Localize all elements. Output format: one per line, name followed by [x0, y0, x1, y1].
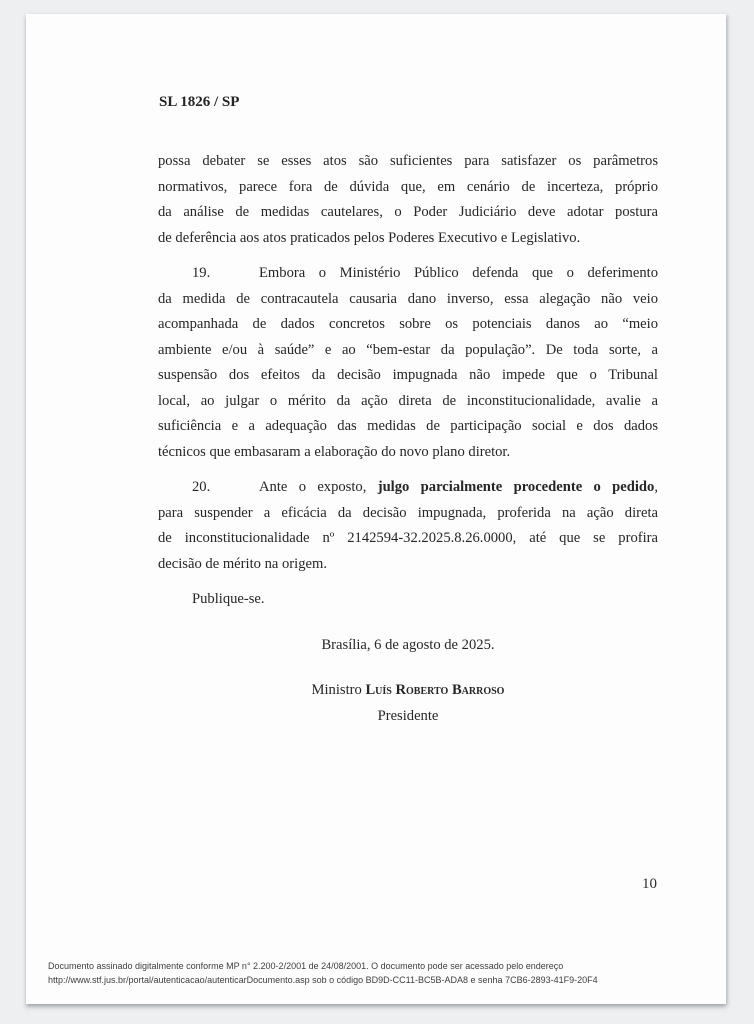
- text-line: acompanhada de dados concretos sobre os potenciais danos ao “meio: [158, 316, 658, 332]
- text-line: suficiência e a adequação das medidas de participação social e dos dados: [158, 418, 658, 434]
- footer-line: Documento assinado digitalmente conforme MP n° 2.200-2/2001 de 24/08/2001. O documento pode ser acessado pelo endereço: [48, 961, 564, 971]
- minister-prefix: Ministro: [311, 682, 366, 698]
- page-number: 10: [642, 876, 657, 892]
- document-page: [26, 14, 726, 1004]
- text-line: [158, 475, 658, 501]
- text-segment: ,: [654, 479, 658, 495]
- dateline: Brasília, 6 de agosto de 2025.: [321, 636, 495, 653]
- publish-order: Publique-se.: [192, 591, 265, 607]
- text-line: da medida de contracautela causaria dano inverso, essa alegação não veio: [158, 290, 658, 307]
- text-line: da análise de medidas cautelares, o Poder Judiciário deve adotar postura: [158, 204, 658, 220]
- digital-signature-footer: [48, 960, 688, 987]
- text-segment: Ante o exposto,: [259, 479, 378, 495]
- paragraph-number: 20.: [192, 479, 211, 495]
- text-line: possa debater se esses atos são suficientes para satisfazer os parâmetros: [158, 153, 658, 169]
- document-body: [158, 149, 658, 729]
- paragraph-19: [158, 261, 658, 465]
- text-line: suspensão dos efeitos da decisão impugnada não impede que o Tribunal: [158, 367, 658, 383]
- text-line: para suspender a eficácia da decisão impugnada, proferida na ação direta: [158, 504, 658, 521]
- text-line: local, ao julgar o mérito da ação direta de inconstitucionalidade, avalie a: [158, 392, 658, 409]
- ruling-bold-text: julgo parcialmente procedente o pedido: [377, 479, 655, 495]
- text-segment: Embora o Ministério Público defenda que o deferimento: [259, 265, 658, 281]
- text-line: de deferência aos atos praticados pelos Poderes Executivo e Legislativo.: [158, 229, 581, 246]
- paragraph-20: [158, 475, 658, 577]
- signature-line: [158, 678, 658, 704]
- text-line: [158, 261, 658, 287]
- paragraph-number: 19.: [192, 265, 211, 281]
- text-line: normativos, parece fora de dúvida que, em cenário de incerteza, próprio: [158, 178, 658, 195]
- paragraph-intro: [158, 149, 658, 251]
- minister-name: Luís Roberto Barroso: [365, 682, 505, 698]
- text-line: ambiente e/ou à saúde” e ao “bem-estar da população”. De toda sorte, a: [158, 341, 658, 358]
- text-line: de inconstitucionalidade nº 2142594-32.2025.8.26.0000, até que se profira: [158, 530, 658, 546]
- text-line: decisão de mérito na origem.: [158, 555, 327, 572]
- case-number-header: SL 1826 / SP: [159, 94, 240, 110]
- signature-role: Presidente: [377, 707, 439, 724]
- footer-line: http://www.stf.jus.br/portal/autenticacao/autenticarDocumento.asp sob o código BD9D-CC11-BC5B-ADA8 e senha 7CB6-2893-41F9-20F4: [48, 974, 598, 985]
- text-line: técnicos que embasaram a elaboração do novo plano diretor.: [158, 443, 511, 460]
